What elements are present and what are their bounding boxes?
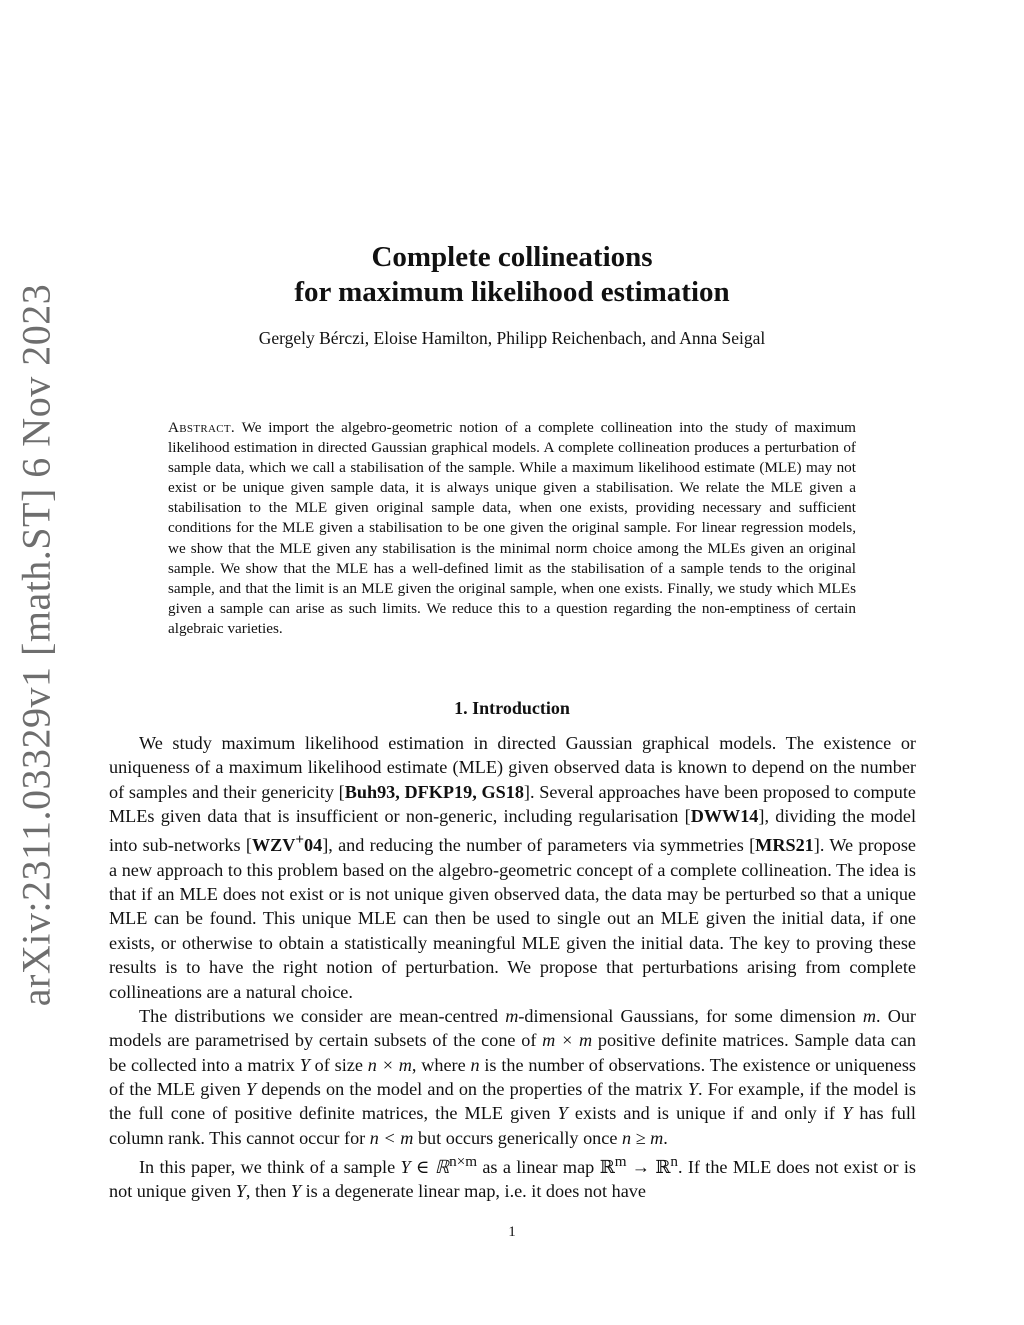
abstract-label: Abstract. [168, 419, 235, 436]
math-inline: Y [299, 1054, 310, 1075]
text-run: . If the MLE does not exist or is not unique given [109, 1156, 917, 1202]
math-inline: ℝ [599, 1156, 615, 1177]
text-run: , then [245, 1181, 291, 1202]
math-inline: Y [842, 1103, 853, 1124]
text-run: ]. Several approaches have been proposed to compute MLEs given data that is insufficient or non-generic, including regularisation [ [109, 781, 916, 827]
text-run: . [663, 1127, 668, 1148]
math-inline: m [505, 1005, 519, 1026]
text-run: is the number of observations. The existence or uniqueness of the MLE given [109, 1054, 916, 1099]
text-run: In this paper, we think of a sample [139, 1156, 401, 1177]
citation-part: WZV [251, 835, 296, 856]
citation-link[interactable]: DWW14 [690, 806, 759, 827]
math-inline: Y ∈ ℝ [400, 1156, 450, 1177]
math-inline: m [862, 1005, 876, 1026]
text-run: We study maximum likelihood estimation in directed Gaussian graphical models. The existence or uniqueness of a maximum likelihood estimate (MLE) given observed data is known to depend on the number of samples and their genericity [ [109, 733, 916, 802]
text-run: positive definite matrices. Sample data can be collected into a matrix [109, 1030, 916, 1075]
text-run: . For example, if the model is the full cone of positive definite matrices, the MLE given [109, 1078, 917, 1124]
math-inline: Y [290, 1181, 302, 1202]
text-run: . Our models are parametrised by certain subsets of the cone of [109, 1005, 916, 1051]
math-inline: → ℝ [626, 1156, 671, 1177]
paper-title [0, 240, 1024, 310]
math-inline: Y [557, 1103, 568, 1124]
citation-link[interactable]: MRS21 [755, 835, 814, 856]
text-run: but occurs generically once [413, 1127, 622, 1148]
math-inline: n ≥ m [621, 1127, 664, 1148]
text-run: ], dividing the model into sub-networks [ [109, 806, 916, 856]
citation-link[interactable]: Buh93, DFKP19, GS18 [344, 781, 524, 802]
abstract-text: We import the algebro-geometric notion of a complete collineation into the study of maximum likelihood estimation in directed Gaussian graphical models. A complete collineation produces a perturbation of sample data, which we call a stabilisation of the sample. While a maximum likelihood estimate (MLE) may not exist or be unique given sample data, it is always unique given a stabilisation. We relate the MLE given a stabilisation to the MLE given original sample data, when one exists, providing necessary and sufficient conditions for the MLE given a stabilisation to be one given the original sample. For linear regression models, we show that the MLE given any stabilisation is the minimal norm choice among the MLEs given an original sample. We show that the MLE has a well-defined limit as the stabilisation of a sample tends to the original sample, and that the limit is an MLE given the original sample, when one exists. Finally, we study which MLEs given a sample can arise as such limits. We reduce this to a question regarding the non-emptiness of certain algebraic varieties. [168, 419, 856, 637]
math-inline: Y [687, 1078, 699, 1099]
arxiv-identifier-text: arXiv:2311.03329v1 [math.ST] 6 Nov 2023 [13, 283, 59, 1007]
text-run: exists and is unique if and only if [567, 1103, 843, 1124]
text-run: ]. We propose a new approach to this problem based on the algebro-geometric concept of a complete collineation. The idea is that if an MLE does not exist or is not unique given observed data, the data may be perturbed so that a unique MLE can be found. This unique MLE can then be used to single out an MLE given the initial data, if one exists, or otherwise to obtain a statistically meaningful MLE given the initial data. The key to proving these results is to have the right notion of perturbation. We propose that perturbations arising from complete collineations are a natural choice. [109, 835, 917, 1002]
abstract [168, 418, 856, 639]
text-run: of size [309, 1054, 368, 1075]
text-run: -dimensional Gaussians, for some dimension [518, 1005, 863, 1026]
introduction-body [109, 731, 916, 1204]
text-run: is a degenerate linear map, i.e. it does not have [301, 1181, 646, 1202]
math-superscript: n [670, 1152, 678, 1170]
citation-link[interactable] [251, 831, 323, 856]
text-run: ], and reducing the number of parameters via symmetries [ [322, 835, 756, 856]
text-run: has full column rank. This cannot occur for [109, 1103, 916, 1148]
text-run: as a linear map [477, 1156, 600, 1177]
author-list: Gergely Bérczi, Eloise Hamilton, Philipp Reichenbach, and Anna Seigal [258, 328, 766, 348]
text-run: The distributions we consider are mean-centred [139, 1005, 506, 1026]
text-run: , where [411, 1054, 471, 1075]
paragraph-3 [109, 1150, 916, 1204]
arxiv-identifier-stamp [6, 283, 66, 1007]
math-superscript: m [614, 1152, 627, 1170]
page-number: 1 [508, 1224, 516, 1240]
math-inline: n [470, 1054, 480, 1075]
text-run: depends on the model and on the properties of the matrix [256, 1078, 688, 1099]
math-superscript: n×m [449, 1152, 478, 1170]
math-inline: Y [235, 1181, 246, 1202]
title-line-1: Complete collineations [371, 241, 653, 273]
math-inline: Y [245, 1078, 257, 1099]
paragraph-1 [109, 731, 916, 1004]
section-heading-introduction: 1. Introduction [454, 698, 570, 718]
title-line-2: for maximum likelihood estimation [294, 276, 730, 308]
math-inline: n × m [367, 1054, 412, 1075]
math-inline: m × m [542, 1030, 593, 1051]
citation-superscript: + [295, 831, 305, 849]
math-inline: n < m [369, 1127, 414, 1148]
citation-part: 04 [304, 835, 323, 856]
paragraph-2 [109, 1004, 916, 1150]
